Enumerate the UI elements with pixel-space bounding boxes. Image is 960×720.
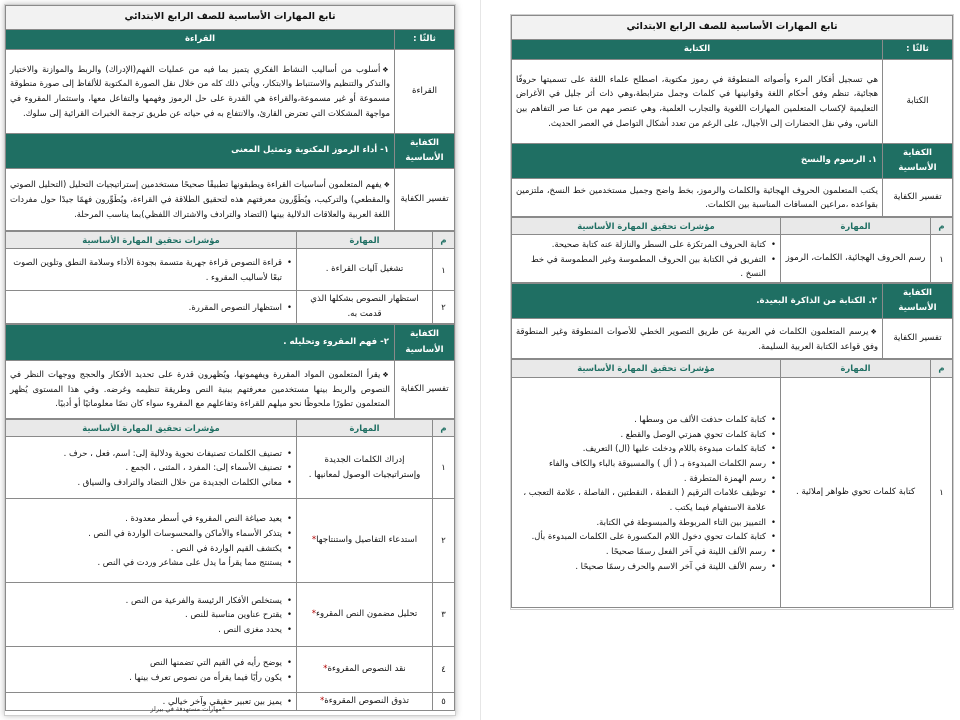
section-label: الكتابة (883, 59, 953, 143)
header-skill: المهارة (781, 217, 931, 235)
competency-label: الكفاية الأساسية (883, 143, 953, 178)
page-title: تابع المهارات الأساسية للصف الرابع الابتدائي (512, 16, 953, 40)
writing-table (511, 15, 953, 217)
indicator-item: • يعيد صياغة النص المقروء في أسطر معدودة . (10, 511, 292, 526)
footnote: *مهارات مستهدفة في بيرلز (150, 705, 225, 713)
competency-1-description: يفهم المتعلمون أساسيات القراءة ويطبقونها تطبيقًا صحيحًا مستخدمين إستراتيجيات التحليل (التحليل الصوتي والمقطعي) والتركيب، ويُطَوِّرون معرفتهم هذه لتحقيق الطلاقة في القراءة، ويُطَوِّرون فهمًا جيدًا حول مفردات اللغة العربية والعلاقات الدلالية بينها (التضاد والترادف والاشتراك اللفظي)بما يناسب المرحلة. (10, 179, 390, 219)
header-number: م (433, 231, 455, 249)
indicator-item: • رسم الألف اللينة في آخر الاسم والحرف رسمًا صحيحًا . (516, 559, 776, 574)
header-indicators: مؤشرات تحقيق المهارة الأساسية (512, 360, 781, 378)
indicator-item: • يستنتج مما يقرأ ما يدل على مشاعر وردت في النص . (10, 555, 292, 570)
competency-label: الكفاية الأساسية (395, 325, 455, 360)
row-skill: استدعاء التفاصيل واستنتاجها (316, 535, 418, 546)
interpretation-label: تفسير الكفاية (395, 168, 455, 230)
indicator-item: • التفريق في الكتابة بين الحروف المطموسة وغير المطموسة في خط النسخ . (516, 252, 776, 281)
reading-skills-table-2 (5, 419, 455, 712)
reading-document (4, 4, 456, 716)
diamond-bullet-icon: ❖ (383, 181, 390, 190)
indicator-item: • استظهار النصوص المقررة. (10, 300, 292, 315)
row-skill: كتابة كلمات تحوي ظواهر إملائية . (781, 378, 931, 608)
table-row (6, 249, 455, 291)
target-star: * (323, 664, 328, 675)
competency-1-title: ١. الرسوم والنسخ (512, 143, 883, 178)
indicator-item: • معاني الكلمات الجديدة من خلال التضاد والترادف والسياق . (10, 475, 292, 490)
row-number: ١ (931, 378, 953, 608)
competency-2-description: يرسم المتعلمون الكلمات في العربية عن طريق التصوير الخطي للأصوات المنطوقة وغير المنطوقة وفق قواعد الكتابة العربية السليمة. (516, 326, 878, 351)
diamond-bullet-icon: ❖ (382, 370, 390, 379)
row-number: ٢ (433, 499, 455, 583)
diamond-bullet-icon: ❖ (382, 65, 391, 74)
header-number: م (931, 217, 953, 235)
competency-label: الكفاية الأساسية (883, 284, 953, 319)
row-number: ٢ (433, 291, 455, 324)
indicator-item: • يميز بين تعبير حقيقي وآخر خيالي . (10, 694, 292, 709)
row-skill: تذوق النصوص المقروءة (324, 696, 410, 707)
writing-skills-table-1 (511, 217, 953, 284)
indicator-item: • يتذكر الأسماء والأماكن والمحسوسات الواردة في النص . (10, 526, 292, 541)
indicator-item: • كتابة الحروف المرتكزة على السطر والنازلة عنه كتابة صحيحة. (516, 237, 776, 252)
row-number: ٤ (433, 647, 455, 693)
page-divider (480, 0, 481, 720)
header-skill: المهارة (781, 360, 931, 378)
header-skill: المهارة (297, 419, 433, 437)
competency-1-description: يكتب المتعلمون الحروف الهجائية والكلمات والرموز، بخط واضح وجميل مستخدمين خط النسخ، ملتزمين بقواعده ،مراعين المسافات المناسبة بين الكلمات. (512, 178, 883, 216)
indicator-item: • تصنيف الأسماء إلى: المفرد ، المثنى ، الجمع . (10, 460, 292, 475)
row-skill: تحليل مضمون النص المقروء (316, 609, 418, 620)
row-number: ٣ (433, 583, 455, 647)
row-skill: إدراك الكلمات الجديدة وإستراتيجيات الوصول لمعانيها . (297, 437, 433, 499)
indicator-item: • توظيف علامات الترقيم ( النقطة ، النقطتين ، الفاصلة ، علامة التعجب ، علامة الاستفهام فيما يكتب . (516, 485, 776, 514)
writing-document (510, 14, 954, 610)
section-description: هي تسجيل أفكار المرء وأصواته المنطوقة في رموز مكتوبة، اصطلح علماء اللغة على تسميتها حروفًا هجائية، تنظم وفق أحكام اللغة وقوانينها في كلمات وجمل مترابطة،وهي ذات أثر جليل في الأغراض التعليمية لإكساب المتعلمين المهارات اللغوية والتجارب العلمية، وهي عنصر مهم من عنا صر التفاهم بين الناس، وفي نقل الحضارات إلى الأجيال، على الرغم من تعدد أشكال التواصل في العصر الحديث. (512, 59, 883, 143)
section-description: أسلوب من أساليب النشاط الفكري يتميز بما فيه من عمليات الفهم(الإدراك) والربط والموازنة والاختيار والتذكر والتنظيم والاستنباط والابتكار، ويأتي ذلك كله من خلال نقل الصورة المكتوبة للألفاظ إلى صورة منطوقة مسموعة أو غير مسموعة،والقراءة هي القدرة على حل الرموز وفهمها والتفاعل معها، واستثمار المقروء في مواجهة المشكلات التي تعترض القارئ، والانتفاع به في حياته عن طريق ترجمة الخبرات القرائية إلى سلوك. (10, 63, 390, 118)
indicator-item: • قراءة النصوص قراءة جهرية متسمة بجودة الأداء وسلامة النطق وتلوين الصوت تبعًا لأساليب المقروء . (10, 255, 292, 284)
row-number: ٥ (433, 693, 455, 711)
reading-skills-table-1 (5, 231, 455, 325)
header-number: م (931, 360, 953, 378)
section-name: القراءة (6, 29, 395, 49)
section-number: ثالثًا : (395, 29, 455, 49)
header-skill: المهارة (297, 231, 433, 249)
competency-1-title: ١- أداء الرموز المكتوبة وتمثيل المعنى (6, 133, 395, 168)
table-row (512, 378, 953, 608)
row-skill: تشغيل آليات القراءة . (297, 249, 433, 291)
header-indicators: مؤشرات تحقيق المهارة الأساسية (6, 231, 297, 249)
table-row (6, 647, 455, 693)
header-indicators: مؤشرات تحقيق المهارة الأساسية (6, 419, 297, 437)
indicator-item: • كتابة كلمات تحوي همزتي الوصل والقطع . (516, 427, 776, 442)
target-star: * (319, 696, 325, 707)
section-name: الكتابة (512, 39, 883, 59)
target-star: * (311, 609, 317, 620)
reading-competency-2 (5, 324, 455, 418)
indicator-item: • رسم الألف اللينة في آخر الفعل رسمًا صحيحًا . (516, 544, 776, 559)
table-row (6, 291, 455, 324)
table-row (6, 693, 455, 711)
indicator-item: • كتابة كلمات مبدوءة باللام ودخلت عليها (ال) التعريف. (516, 441, 776, 456)
table-row (6, 583, 455, 647)
row-skill: نقد النصوص المقروءة (327, 664, 406, 675)
indicator-item: • يوضح رأيه في القيم التي تضمنها النص (10, 655, 292, 670)
competency-2-title: ٢- فهم المقروء وتحليله . (6, 325, 395, 360)
indicator-item: • كتابة كلمات تحوي دخول اللام المكسورة على الكلمات المبدوءة بأل. (516, 529, 776, 544)
indicator-item: • التمييز بين التاء المربوطة والمبسوطة في الكتابة. (516, 515, 776, 530)
interpretation-label: تفسير الكفاية (883, 178, 953, 216)
diamond-bullet-icon: ❖ (870, 328, 879, 337)
row-number: ١ (931, 235, 953, 283)
row-skill: رسم الحروف الهجائية، الكلمات، الرموز (781, 235, 931, 283)
indicator-item: • رسم الهمزة المتطرفة . (516, 471, 776, 486)
header-number: م (433, 419, 455, 437)
interpretation-label: تفسير الكفاية (883, 319, 953, 359)
indicator-item: • تصنيف الكلمات تصنيفات نحوية ودلالية إلى: اسم، فعل ، حرف . (10, 446, 292, 461)
indicator-item: • رسم الكلمات المبدوءة بـ ( أل ) والمسبوقة بالباء والكاف والفاء (516, 456, 776, 471)
indicator-item: • يكون رأيًا فيما يقرأه من نصوص تعرف بينها . (10, 670, 292, 685)
page-title: تابع المهارات الأساسية للصف الرابع الابتدائي (6, 6, 455, 30)
writing-skills-table-2 (511, 359, 953, 608)
row-number: ١ (433, 437, 455, 499)
writing-competency-2 (511, 283, 953, 359)
indicator-item: • يقترح عناوين مناسبة للنص . (10, 607, 292, 622)
competency-label: الكفاية الأساسية (395, 133, 455, 168)
row-number: ١ (433, 249, 455, 291)
header-indicators: مؤشرات تحقيق المهارة الأساسية (512, 217, 781, 235)
section-label: القراءة (395, 49, 455, 133)
indicator-item: • كتابة كلمات حذفت الألف من وسطها . (516, 412, 776, 427)
competency-2-description: يقرأ المتعلمون المواد المقررة ويفهمونها، ويُظهرون قدرة على تحديد الأفكار والحجج ووجهات النظر في النصوص والربط بينها مستخدمين معرفتهم ببنية النص وطريقة تنظيمه وغرضه. وفي هذا المستوى يُظهر المتعلمون تطورًا ملحوظًا نحو ميلهم للقراءة وتفاعلهم مع المقروء سواء كان نصًا معلوماتيًا أو أدبيًا. (10, 368, 390, 409)
interpretation-label: تفسير الكفاية (395, 360, 455, 418)
indicator-item: • يكتشف القيم الواردة في النص . (10, 541, 292, 556)
table-row (512, 235, 953, 283)
table-row (6, 437, 455, 499)
indicator-item: • يستخلص الأفكار الرئيسة والفرعية من النص . (10, 593, 292, 608)
reading-table (5, 5, 455, 231)
row-skill: استظهار النصوص بشكلها الذي قدمت به. (297, 291, 433, 324)
indicator-item: • يحدد مغزى النص . (10, 622, 292, 637)
table-row (6, 499, 455, 583)
competency-2-title: ٢. الكتابة من الذاكرة البعيدة. (512, 284, 883, 319)
section-number: ثالثًا : (883, 39, 953, 59)
target-star: * (311, 535, 317, 546)
